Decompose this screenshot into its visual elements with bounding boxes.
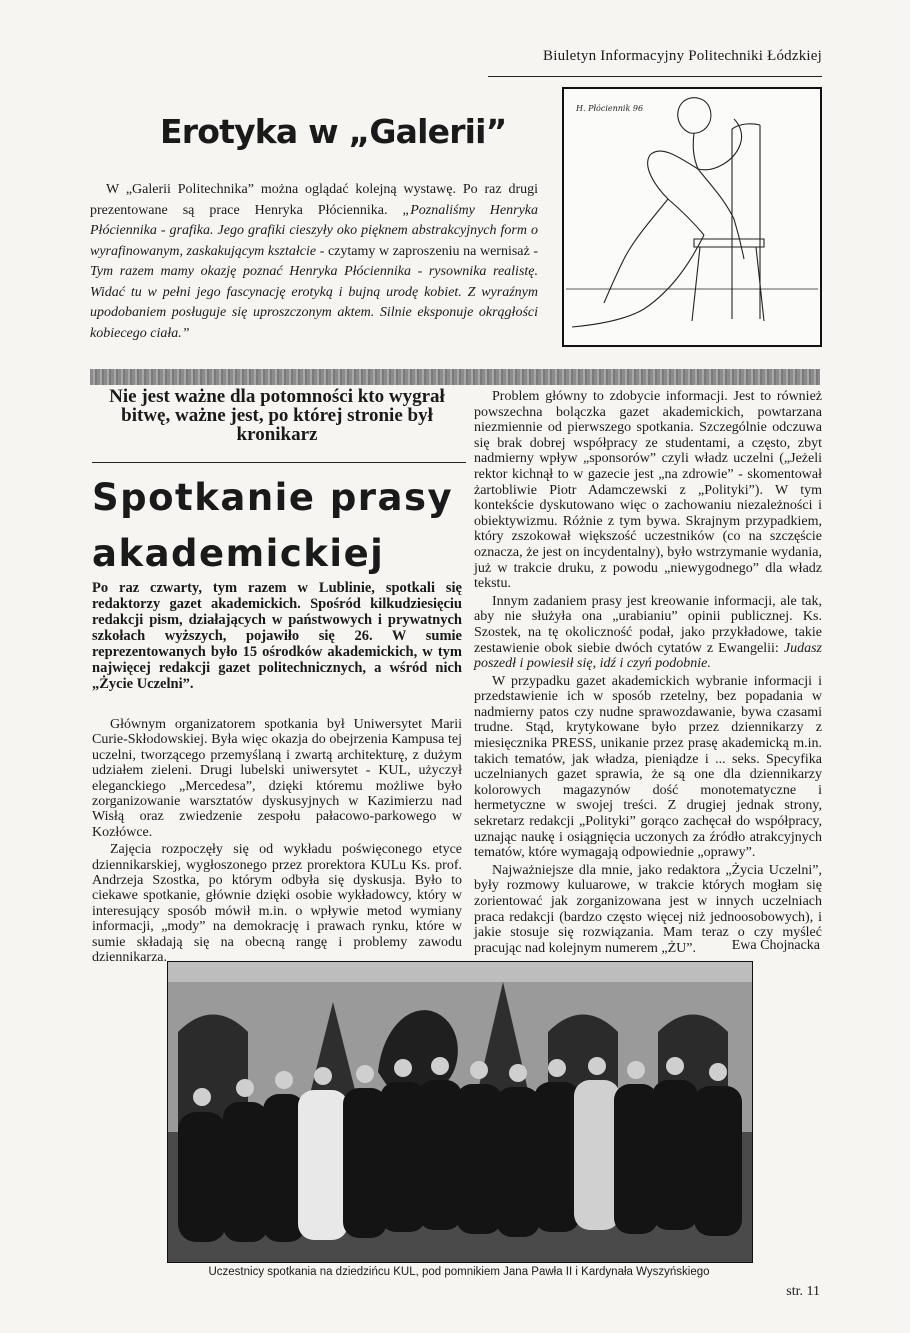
photo-caption: Uczestnicy spotkania na dziedzińcu KUL, pod pomnikiem Jana Pawła II i Kardynała Wyszyńskiego (208, 1266, 710, 1278)
article-column-right (474, 389, 822, 956)
article-lead: Po raz czwarty, tym razem w Lublinie, spotkali się redaktorzy gazet akademickich. Spośród kilkudziesięciu redakcji pism, działających w państwowych i prywatnych szkołach wyższych, pojawiło się 26. W sumie reprezentowanych było 15 ośrodków akademickich, w tym najwięcej redakcji gazet politechnicznych, a wśród nich „Życie Uczelni”. (92, 580, 462, 692)
paragraph: Zajęcia rozpoczęły się od wykładu poświęconego etyce dziennikarskiej, wygłoszonego przez prorektora KULu Ks. prof. Andrzeja Szostka, po którym odbyła się dyskusja. Było to ciekawe spotkanie, głównie dzięki osobie wykładowcy, który w interesujący sposób mówił m.in. o wpływie metod wymiany informacji, „mody” na demokrację i prawach rynku, które w sumie składają się na obecną rangę i problemy zawodu dziennikarza. (92, 842, 462, 966)
erotyka-text-d: Tym razem mamy okazję poznać Henryka Płóciennika - rysownika realistę. Widać tu w pełni jego fascynację erotyką i bujną urodę kobiet. Z wyraźnym upodobaniem posługuje się uproszczonym aktem. Silnie eksponuje okrągłości kobiecego ciała.” (90, 264, 538, 341)
erotyka-title: Erotyka w „Galerii” (160, 112, 507, 151)
group-photo-image (168, 962, 752, 1262)
figure-head (678, 98, 711, 133)
article-title: Spotkanie prasy akademickiej (92, 476, 454, 575)
separator-band (90, 369, 820, 385)
header-rule (488, 76, 822, 77)
author-signature: Ewa Chojnacka (731, 938, 820, 953)
nude-drawing-image (564, 89, 820, 345)
figure-arm (693, 119, 741, 170)
erotyka-text-a: W „Galerii Politechnika” można oglądać kolejną wystawę. Po raz drugi prezentowane są prace Henryka Płóciennika. (90, 182, 538, 218)
group-photo (167, 961, 753, 1263)
paragraph: W przypadku gazet akademickich wybranie informacji i przedstawienie ich w sposób rzetelny, bez popadania w nadmierny patos czy nudne sprawozdawanie, bywa czasami trudne. Stąd, krytykowane było przez dziennikarzy z miesięcznika PRESS, unikanie przez prasę akademicką m.in. takich tematów, jak władza, pieniądze i ... seks. Specyfika uczelnianych gazet sprawia, że są one dla dziennikarzy kolorowych magazynów dość monotematyczne i hermetyczne w swojej treści. Z drugiej jednak strony, sekretarz redakcji „Polityki” gorąco zachęcał do współpracy, uznając naukę i osiągnięcia uczonych za źródło atrakcyjnych tematów, które wymagają odpowiednie „oprawy”. (474, 673, 822, 861)
chair-seat (694, 239, 764, 247)
figure-shin (604, 199, 668, 303)
drawing-signature: H. Płóciennik 96 (576, 104, 644, 113)
nude-drawing (562, 87, 822, 347)
quote-rule (92, 462, 466, 463)
figure-leg-extended (572, 235, 704, 327)
erotyka-body (90, 180, 538, 344)
publication-header: Biuletyn Informacyjny Politechniki Łódzkiej (543, 48, 822, 64)
chair-crest (732, 124, 760, 129)
article-column-left (92, 717, 462, 966)
paragraph-text: Innym zadaniem prasy jest kreowanie informacji, ale tak, aby nie służyła ona „urabianiu” opinii publicznej. Ks. Szostek, na tę okoliczność podał, jako przykładowe, takie zestawienie obok siebie dwóch cytatów z Ewangelii: (474, 593, 822, 656)
chair-legs (692, 247, 764, 321)
paragraph: Problem główny to zdobycie informacji. Jest to również powszechna bolączka gazet akademickich, powtarzana niezmiennie od pierwszego spotkania. Szczególnie odczuwa się brak dobrej współpracy ze studentami, a często, zbyt nadmierny wpływ „sponsorów” czyli władz uczelni („Jeżeli rektor kichnął to w gazecie jest „na zdrowie” - skomentował żartobliwie Piotr Adamczewski z „Polityki”). W tym kontekście dyskutowano więc o zachowaniu niezależności i obiektywizmu. Różnie z tym bywa. Skrajnym przypadkiem, który zszokował większość uczestników (co na szczęście oznacza, że jest on incydentalny), było wstrzymanie wydania, już w trakcie druku, z powodu „niewygodnego” dla władz tekstu. (474, 389, 822, 592)
paragraph: Najważniejsze dla mnie, jako redaktora „Życia Uczelni”, były rozmowy kuluarowe, w trakcie których mogłam się zorientować jak zorganizowana jest w innych uczelniach praca redakcji (bardzo często więcej niż jednoosobowych), i jakie stosuje się rozwiązania. Mam teraz o czy myśleć pracując nad kolejnym numerem „ŻU”. (474, 862, 822, 956)
erotyka-text-c: - czytamy w zaproszeniu na wernisaż - (316, 243, 538, 259)
page-number: str. 11 (786, 1284, 820, 1299)
paragraph (474, 594, 822, 672)
paragraph: Głównym organizatorem spotkania był Uniwersytet Marii Curie-Skłodowskiej. Była więc okazja do obejrzenia Kampusa tej uczelni, tworzącego przemyślaną i zwartą architekturę, z dużym udziałem zieleni. Drugi lubelski uniwersytet - KUL, użyczył eleganckiego „Mercedesa”, dzięki któremu możliwe było zorganizowanie warsztatów dyskusyjnych w Kazimierzu nad Wisłą oraz zwiedzenie zespołu pałacowo-parkowego w Kozłówce. (92, 717, 462, 840)
erotyka-text-b: „Poznaliśmy Henryka Płóciennika - grafika. Jego grafiki cieszyły oko pięknem abstrakcyjnych form o wyrafinowanym, zaskakującym kształcie (90, 202, 538, 259)
pull-quote: Nie jest ważne dla potomności kto wygrał bitwę, ważne jest, po której stronie był kronikarz (109, 386, 445, 445)
figure-back (698, 169, 744, 259)
building-frieze (168, 962, 752, 982)
gospel-quote: Judasz poszedł i powiesił się, idź i czyń podobnie. (474, 640, 822, 672)
